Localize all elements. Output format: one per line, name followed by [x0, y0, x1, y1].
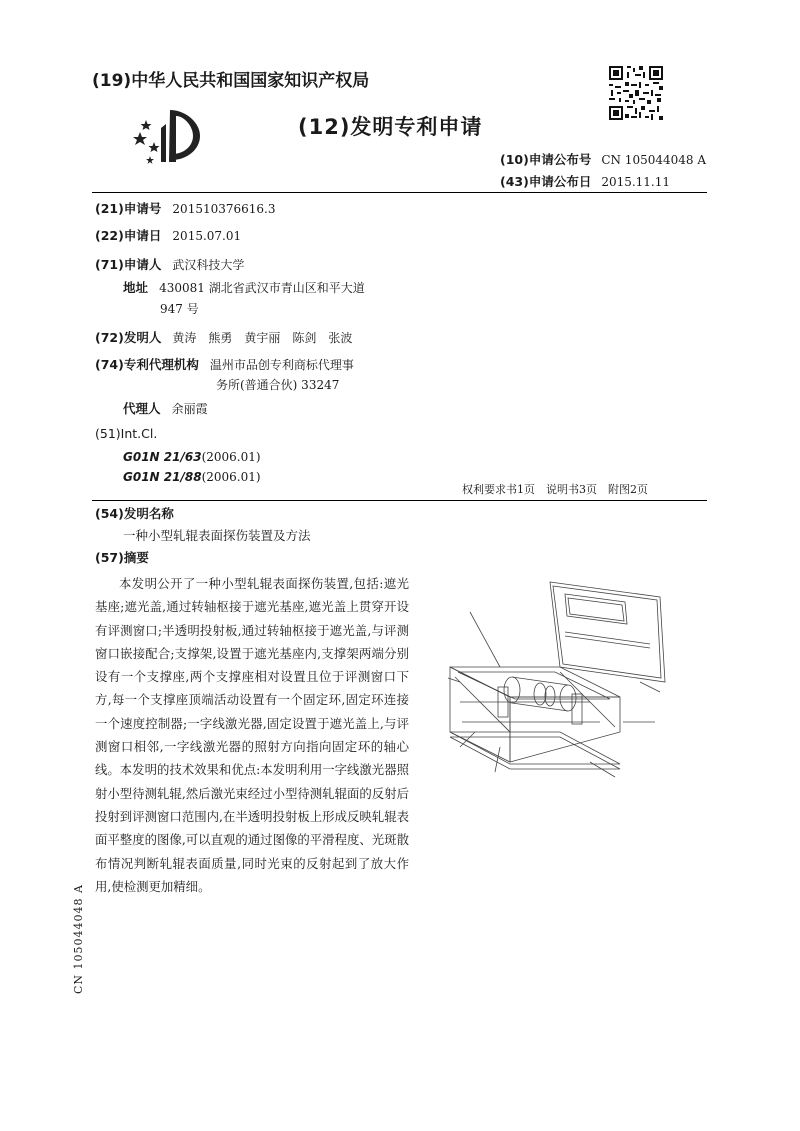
ipc-row-1 — [123, 446, 261, 465]
publication-number-label: (10)申请公布号 — [500, 152, 592, 167]
address-line2: 947 号 — [160, 302, 199, 316]
abstract-text: 本发明公开了一种小型轧辊表面探伤装置,包括:遮光基座;遮光盖,通过转轴枢接于遮光基座,遮光盖上贯穿开设有评测窗口;半透明投射板,通过转轴枢接于遮光盖,与评测窗口嵌接配合;支撑架,设置于遮光基座内,支撑架两端分别设有一个支撑座,两个支撑座相对设置且位于评测窗口下方,每一个支撑座顶端活动设置有一个固定环,固定环连接一个速度控制器;一字线激光器,固定设置于遮光盖上,与评测窗口相邻,一字线激光器的照射方向指向固定环的轴心线。本发明的技术效果和优点:本发明利用一字线激光器照射小型待测轧辊,然后激光束经过小型待测轧辊面的反射后投射到评测窗口范围内,在半透明投射板上形成反映轧辊表面平整度的图像,可以直观的通过图像的平滑程度、光斑散布情况判断轧辊表面质量,同时光束的反射起到了放大作用,使检测更加精细。 — [95, 576, 409, 894]
application-date: 2015.07.01 — [172, 229, 242, 243]
agency-line1: 温州市品创专利商标代理事 — [209, 358, 354, 372]
inventors-label: (72)发明人 — [95, 330, 162, 345]
intcl-label: (51)Int.Cl. — [95, 426, 158, 441]
ipc-row-2 — [123, 466, 261, 485]
device-drawing — [440, 572, 670, 792]
cnipa-logo — [130, 104, 210, 164]
publication-date-row — [500, 172, 670, 190]
qr-code — [609, 66, 663, 120]
agency-label: (74)专利代理机构 — [95, 357, 199, 372]
address-line1: 430081 湖北省武汉市青山区和平大道 — [159, 281, 365, 295]
agent-label: 代理人 — [123, 401, 161, 416]
publication-date-label: (43)申请公布日 — [500, 174, 592, 189]
applicant-row — [95, 254, 244, 273]
office-name: 中华人民共和国国家知识产权局 — [131, 71, 370, 91]
office-line — [92, 66, 369, 91]
document-type — [298, 111, 482, 141]
application-date-row — [95, 225, 241, 244]
inventors-row — [95, 327, 352, 346]
applicant-label: (71)申请人 — [95, 257, 162, 272]
ipc-code-1: G01N 21/63 — [123, 450, 202, 464]
page-counts: 权利要求书1页 说明书3页 附图2页 — [462, 483, 648, 496]
invention-title: 一种小型轧辊表面探伤装置及方法 — [123, 528, 311, 543]
agency-line2: 务所(普通合伙) 33247 — [216, 378, 340, 392]
publication-number: CN 105044048 A — [601, 153, 707, 167]
agent-row — [123, 398, 208, 417]
inventors: 黄涛 熊勇 黄宇丽 陈剑 张波 — [172, 331, 353, 345]
header-divider — [92, 192, 707, 193]
agent: 余丽霞 — [171, 402, 208, 416]
title-label: (54)发明名称 — [95, 506, 174, 521]
doc-type-text: 发明专利申请 — [350, 115, 483, 139]
applicant: 武汉科技大学 — [172, 258, 245, 272]
biblio-divider — [92, 500, 707, 501]
address-row — [123, 277, 365, 296]
abstract-label: (57)摘要 — [95, 550, 149, 565]
abstract-body — [95, 572, 409, 898]
address-label: 地址 — [123, 280, 149, 295]
application-number-row — [95, 198, 276, 217]
publication-date: 2015.11.11 — [601, 175, 671, 189]
application-date-label: (22)申请日 — [95, 228, 162, 243]
ipc-version-2: (2006.01) — [201, 470, 261, 484]
side-publication-number: CN 105044048 A — [72, 884, 85, 994]
doc-code: (12) — [298, 115, 351, 139]
application-number: 201510376616.3 — [172, 202, 276, 216]
ipc-version-1: (2006.01) — [201, 450, 261, 464]
application-number-label: (21)申请号 — [95, 201, 162, 216]
office-code: (19) — [92, 71, 132, 91]
agency-row — [95, 354, 354, 373]
publication-number-row — [500, 150, 706, 168]
ipc-code-2: G01N 21/88 — [123, 470, 202, 484]
